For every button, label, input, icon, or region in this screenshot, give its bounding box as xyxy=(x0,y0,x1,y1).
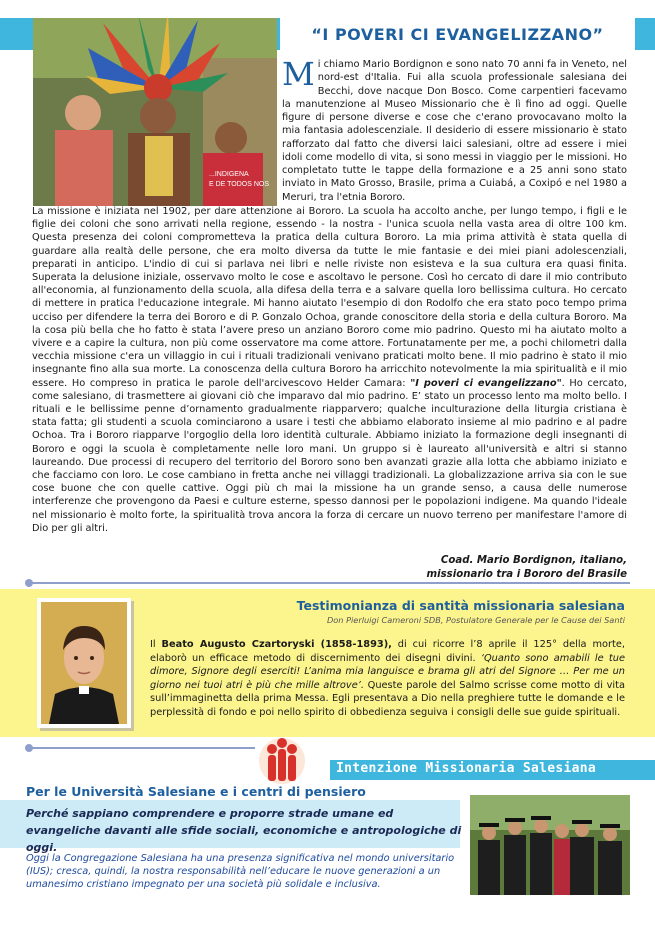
graduates-photo xyxy=(470,795,630,895)
testimony-body xyxy=(150,638,625,719)
psalm-quote: ‘Quanto sono amabili le tue dimore, Signore degli eserciti! L’anima mia languisce e brama gli atri del Signore … Per me un giorno nei tuoi atri è più che mille altrove’. xyxy=(150,652,625,691)
signature-line-2: missionario tra i Bororo del Brasile xyxy=(426,569,627,580)
salesian-mission-logo xyxy=(258,735,306,787)
shirt-text-1: ...INDIGENA xyxy=(209,171,249,178)
article-quote: "I poveri ci evangelizzano" xyxy=(410,377,562,389)
divider-line-2 xyxy=(30,747,255,749)
page-title xyxy=(280,18,635,50)
intention-band-title: Intenzione Missionaria Salesiana xyxy=(336,761,597,776)
saint-portrait-illustration xyxy=(41,602,127,724)
intention-heading: Per le Università Salesiane e i centri di pensiero xyxy=(26,784,366,799)
divider-line xyxy=(30,582,630,584)
article-body-part-2: . Ho cercato, come salesiano, di trasmettere ai giovani ciò che imparavo dal mio padrino. E’ stato un processo lento ma molto bello. I rituali e le bellissime penne d’ornamento gradualmente riapparvero; qualche inculturazione della liturgia cristiana è stata fatta; gli studenti a scuola cominciarono a usare i testi che abbiamo elaborato insieme al mio padrino e al padre Ochoa. Tra i Bororo riapparve l'orgoglio della loro identità culturale. Abbiamo iniziato la formazione degli insegnanti di Bororo e oggi la scuola è completamente nelle loro mani. Un gruppo si è laureato all'università e altri si stanno laureando. Due processi di recupero del territorio del Bororo sono ben avanzati grazie alla lotta che abbiamo iniziato e che facciamo con loro. Le cose cambiano in fretta anche nei villaggi tradizionali. La globalizzazione arriva sia con le sue cose buone che con quelle cattive. Oggi più ch mai la missione ha un grande senso, a causa delle numerose interferenze che provengono da Paesi e culture esterne, spesso dannosi per le popolazioni indigene. Ma quando l'ideale nel missionario è molto forte, la spiritualità trova ancora la forza di cercare un nuovo terreno per manifestare l'amore di Dio per gli altri. xyxy=(32,377,627,534)
testimony-subtitle: Don Pierluigi Cameroni SDB, Postulatore Generale per le Cause dei Santi xyxy=(326,615,625,625)
article-body-part-1: La missione è iniziata nel 1902, per dare attenzione ai Bororo. La scuola ha accolto anche, per lungo tempo, i figli e le figlie dei coloni che sono arrivati nella regione, essendo - la nostra - l'unica scuola nella vasta area di oltre 100 km. Questa presenza dei coloni comprometteva la pratica della cultura Bororo. La mia prima attività è stata quella di guardare alla realtà delle persone, che era molto diversa da tutte le mie fantasie e dei miei piani adolescenziali, preparati in anticipo. L'indio di cui si parlava nei libri e nelle riviste non esisteva e la sua cultura era quasi finita. Superata la delusione iniziale, osservavo molto le cose e ascoltavo le persone. Così ho cercato di dare il mio contributo all'economia, al funzionamento della scuola, alla difesa della terra e a salvare quella loro bellissima cultura. Ho cercato di mettere in pratica l'educazione integrale. Mi hanno aiutato l'esempio di don Rodolfo che era stato poco tempo prima ucciso per difendere la terra dei Bororo e di P. Gonzalo Ochoa, grande conoscitore della storia e della cultura Bororo. Ma la cosa più bella che ho fatto è stata l’avere preso un anziano Bororo come mio padrino. Questo mi ha aiutato molto a vivere e a capire la cultura, non più come osservatore ma come attore. Fortunatamente per me, a pochi chilometri dalla vecchia missione c'era un villaggio in cui i rituali tradizionali venivano praticati molto bene. Il mio padrino è stato il mio insegnante fino alla sua morte. La conoscenza della cultura Bororo ha arricchito notevolmente la mia spiritualità e il mio essere. Ho compreso in pratica le parole dell'arcivescovo Helder Camara: xyxy=(32,206,627,389)
article-body xyxy=(32,205,627,535)
testimony-text-2: Queste parole del Salmo scrisse come motto di vita sull’immaginetta della prima Messa. Egli presentava a Dio nella preghiere tutte le domande e le perplessità di fondo e poi nello spirito di obbedienza seguiva i consigli delle sue guide spirituali. xyxy=(150,679,625,718)
drop-cap: M xyxy=(282,55,315,93)
intention-prayer: Perché sappiano comprendere e proporre strade umane ed evangeliche davanti alle sfide sociali, economiche e antropologiche di oggi. xyxy=(26,807,462,854)
article-lead-text: i chiamo Mario Bordignon e sono nato 70 anni fa in Veneto, nel nord-est d'Italia. Fui alla scuola professionale salesiana dei Becchi, dove nacque Don Bosco. Come carpentieri facevamo la manutenzione al Museo Missionario che è lì fino ad oggi. Quelle figure di persone diverse e cose che c'erano provocavano molto la mia fantasia adolescenziale. Il desiderio di essere missionario è stato rafforzato dal fatto che diversi laici salesiani, oltre ad essere i miei idoli come modello di vita, si sono messi in viaggio per le missioni. Ho completato tutte le tappe della formazione e a 25 anni sono stato inviato in Mato Grosso, Brasile, prima a Cuiabá, a Coxipó e nel 1980 a Meruri, tra l'etnia Bororo. xyxy=(282,59,627,203)
missionary-photo xyxy=(33,18,277,206)
article-signature xyxy=(427,554,628,582)
testimony-title: Testimonianza di santità missionaria salesiana xyxy=(296,598,625,613)
shirt-text-2: E DE TODOS NOS xyxy=(209,181,270,188)
logo-icon xyxy=(258,735,306,787)
missionary-photo-illustration xyxy=(33,18,277,206)
saint-portrait xyxy=(41,602,127,724)
testimony-text-1: di cui ricorre l’8 aprile il 125° della morte, elaborò un efficace metodo di discernimento dei disegni divini. xyxy=(150,639,625,664)
signature-line-1: Coad. Mario Bordignon, italiano, xyxy=(440,555,627,566)
article-lead xyxy=(282,55,627,204)
saint-name: Beato Augusto Czartoryski (1858-1893), xyxy=(161,639,392,650)
page-title-text: “I POVERI CI EVANGELIZZANO” xyxy=(311,24,604,44)
testimony-intro: Il xyxy=(150,639,162,650)
intention-body: Oggi la Congregazione Salesiana ha una presenza significativa nel mondo universitario (IUS); cresca, quindi, la nostra responsabilità nell’educare le nuove generazioni a un umanesimo cristiano impegnato per una società più solidale e inclusiva. xyxy=(26,853,455,890)
graduates-photo-illustration xyxy=(470,795,630,895)
